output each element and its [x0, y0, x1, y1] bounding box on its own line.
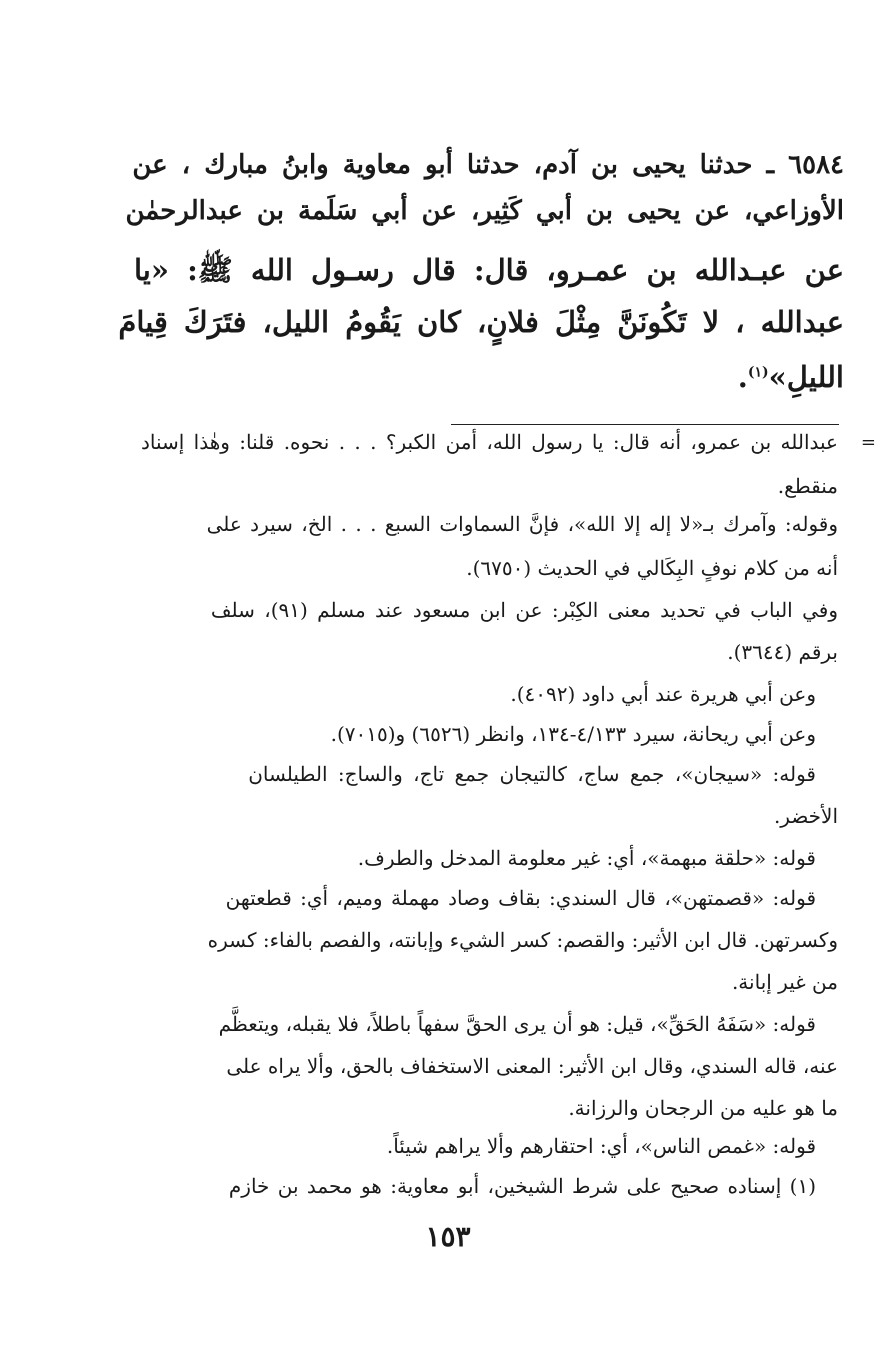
- main-text-line-5: [738, 360, 844, 394]
- footnote-line: وعن أبي ريحانة، سيرد ٤/١٣٣-١٣٤، وانظر (٦٥٢٦) و(٧٠١٥).: [330, 722, 816, 746]
- footnote-line: عبدالله بن عمرو، أنه قال: يا رسول الله، أمن الكبر؟ . . . نحوه. قلنا: وهٰذا إسناد: [140, 430, 838, 454]
- footnote-line: برقم (٣٦٤٤).: [727, 640, 838, 664]
- footnote-line: (١) إسناده صحيح على شرط الشيخين، أبو معاوية: هو محمد بن خازم: [228, 1174, 816, 1198]
- footnote-line: ما هو عليه من الرجحان والرزانة.: [568, 1096, 838, 1120]
- main-text-line-5-text: الليلِ»: [768, 360, 844, 394]
- footnote-line: قوله: «حلقة مبهمة»، أي: غير معلومة المدخل والطرف.: [357, 846, 816, 870]
- footnote-separator: [451, 424, 839, 425]
- page-number: ١٥٣: [425, 1220, 471, 1253]
- footnote-line: وعن أبي هريرة عند أبي داود (٤٠٩٢).: [510, 682, 816, 706]
- footnote-line: وقوله: وآمرك بـ«لا إله إلا الله»، فإنَّ السماوات السبع . . . الخ، سيرد على: [206, 512, 838, 536]
- footnote-line: منقطع.: [777, 474, 838, 498]
- footnote-line: الأخضر.: [773, 804, 838, 828]
- main-text-line-3: عن عبـدالله بن عمـرو، قال: قال رسـول الله ﷺ: «يا: [133, 253, 844, 287]
- footnote-ref: (١): [747, 364, 769, 381]
- main-text-line-2: الأوزاعي، عن يحيى بن أبي كَثِير، عن أبي سَلَمة بن عبدالرحمٰن: [125, 196, 844, 226]
- footnote-line: قوله: «غمص الناس»، أي: احتقارهم وألا يراهم شيئاً.: [386, 1134, 816, 1158]
- main-text-line-1: ٦٥٨٤ ـ حدثنا يحيى بن آدم، حدثنا أبو معاوية وابنُ مبارك ، عن: [132, 150, 844, 180]
- main-text-line-4: عبدالله ، لا تَكُونَنَّ مِثْلَ فلانٍ، كان يَقُومُ الليل، فتَرَكَ قِيامَ: [118, 305, 844, 339]
- continuation-mark: =: [860, 432, 876, 453]
- footnote-line: من غير إبانة.: [731, 970, 838, 994]
- footnote-line: عنه، قاله السندي، وقال ابن الأثير: المعنى الاستخفاف بالحق، وألا يراه على: [226, 1054, 838, 1078]
- footnote-line: أنه من كلام نوفٍ البِكَالي في الحديث (٦٧٥٠).: [466, 556, 838, 580]
- footnote-line: قوله: «سيجان»، جمع ساج، كالتيجان جمع تاج، والساج: الطيلسان: [248, 762, 816, 786]
- footnote-line: وكسرتهن. قال ابن الأثير: والقصم: كسر الشيء وإبانته، والفصم بالفاء: كسره: [207, 928, 838, 952]
- footnote-line: وفي الباب في تحديد معنى الكِبْر: عن ابن مسعود عند مسلم (٩١)، سلف: [210, 598, 838, 622]
- footnote-line: قوله: «سَفَهُ الحَقِّ»، قيل: هو أن يرى الحقَّ سفهاً باطلاً، فلا يقبله، ويتعظَّم: [218, 1012, 816, 1036]
- main-text-line-5-end: .: [737, 360, 748, 394]
- footnote-line: قوله: «قصمتهن»، قال السندي: بقاف وصاد مهملة وميم، أي: قطعتهن: [225, 886, 816, 910]
